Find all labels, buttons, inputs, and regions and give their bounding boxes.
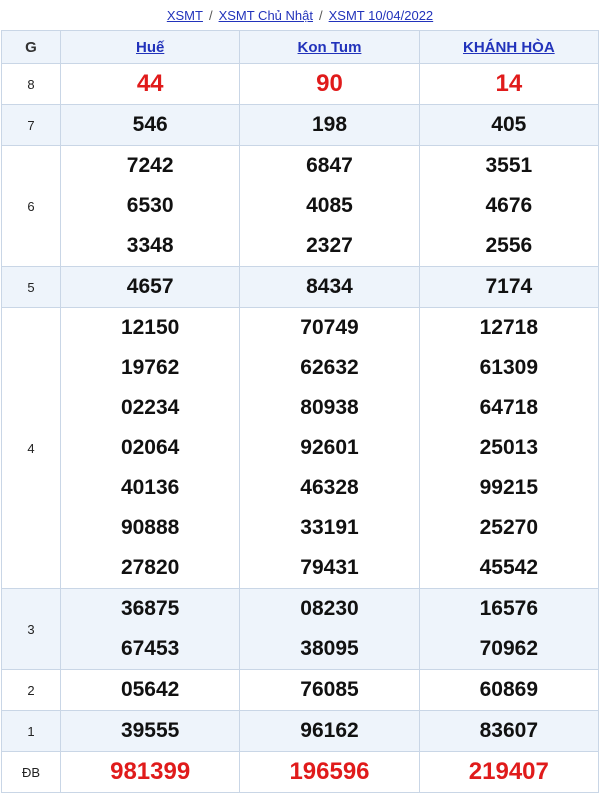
- prize-numbers-cell: [419, 670, 598, 711]
- prize-number: 2556: [485, 234, 533, 257]
- prize-number: 546: [132, 113, 168, 136]
- prize-number: 6847: [306, 154, 353, 177]
- prize-number: 39555: [120, 719, 180, 742]
- prize-number: 61309: [479, 356, 539, 379]
- prize-number: 96162: [300, 719, 359, 742]
- prize-label: 2: [2, 670, 61, 711]
- breadcrumb-item-0[interactable]: XSMT: [166, 7, 203, 23]
- table-row: [2, 146, 599, 267]
- prize-number: 2327: [306, 234, 353, 257]
- prize-numbers-cell: [419, 105, 598, 146]
- breadcrumb-separator-0: /: [208, 7, 213, 23]
- prize-numbers-cell: [61, 146, 240, 267]
- header-province-hue: [61, 31, 240, 64]
- province-link-hue[interactable]: Huế: [135, 38, 165, 56]
- prize-label: 1: [2, 711, 61, 752]
- prize-label: ĐB: [2, 752, 61, 793]
- prize-numbers-cell: [240, 589, 419, 670]
- prize-number: 19762: [120, 356, 180, 379]
- breadcrumb-item-1[interactable]: XSMT Chủ Nhật: [218, 7, 313, 23]
- table-row: [2, 752, 599, 793]
- prize-numbers-cell: [419, 64, 598, 105]
- prize-number: 76085: [300, 678, 359, 701]
- prize-numbers-cell: [61, 752, 240, 793]
- prize-number: 4085: [306, 194, 353, 217]
- prize-number: 981399: [110, 758, 191, 785]
- prize-numbers-cell: [419, 308, 598, 589]
- prize-number: 196596: [289, 758, 370, 785]
- prize-number: 90888: [120, 516, 180, 539]
- prize-numbers-cell: [240, 267, 419, 308]
- prize-number: 27820: [120, 556, 180, 579]
- prize-label: 6: [2, 146, 61, 267]
- prize-number: 25270: [479, 516, 539, 539]
- prize-number: 4657: [126, 275, 174, 298]
- prize-number: 67453: [120, 637, 180, 660]
- prize-number: 3348: [126, 234, 174, 257]
- prize-number: 90: [316, 70, 343, 97]
- prize-numbers-cell: [240, 146, 419, 267]
- prize-number: 02064: [120, 436, 180, 459]
- prize-label: 8: [2, 64, 61, 105]
- prize-numbers-cell: [61, 589, 240, 670]
- prize-numbers-cell: [240, 670, 419, 711]
- header-row: [2, 31, 599, 64]
- header-prize-column: G: [2, 31, 61, 64]
- prize-number: 60869: [479, 678, 539, 701]
- prize-number: 38095: [300, 637, 359, 660]
- prize-number: 08230: [300, 597, 359, 620]
- prize-number: 79431: [300, 556, 359, 579]
- prize-numbers-cell: [61, 267, 240, 308]
- table-row: [2, 267, 599, 308]
- table-row: [2, 308, 599, 589]
- prize-number: 40136: [120, 476, 180, 499]
- table-row: [2, 670, 599, 711]
- prize-label: 7: [2, 105, 61, 146]
- prize-number: 83607: [479, 719, 539, 742]
- prize-numbers-cell: [61, 670, 240, 711]
- prize-number: 4676: [485, 194, 533, 217]
- prize-number: 7174: [485, 275, 533, 298]
- prize-numbers-cell: [61, 64, 240, 105]
- prize-number: 33191: [300, 516, 359, 539]
- prize-number: 80938: [300, 396, 359, 419]
- prize-number: 70962: [479, 637, 539, 660]
- table-row: [2, 711, 599, 752]
- prize-numbers-cell: [419, 752, 598, 793]
- prize-numbers-cell: [240, 752, 419, 793]
- prize-numbers-cell: [61, 105, 240, 146]
- table-row: [2, 105, 599, 146]
- prize-number: 45542: [479, 556, 539, 579]
- prize-numbers-cell: [419, 146, 598, 267]
- prize-number: 16576: [479, 597, 539, 620]
- prize-number: 44: [136, 70, 164, 97]
- prize-label: 5: [2, 267, 61, 308]
- prize-numbers-cell: [240, 711, 419, 752]
- prize-numbers-cell: [240, 105, 419, 146]
- header-province-khanhhoa: [419, 31, 598, 64]
- prize-numbers-cell: [240, 64, 419, 105]
- header-province-kontum: [240, 31, 419, 64]
- prize-number: 12718: [479, 316, 539, 339]
- prize-label: 3: [2, 589, 61, 670]
- breadcrumb-item-2[interactable]: XSMT 10/04/2022: [328, 7, 434, 23]
- table-row: [2, 589, 599, 670]
- prize-numbers-cell: [419, 589, 598, 670]
- prize-number: 70749: [300, 316, 359, 339]
- prize-number: 64718: [479, 396, 539, 419]
- prize-number: 99215: [479, 476, 539, 499]
- table-header: [2, 31, 599, 64]
- prize-number: 198: [311, 113, 348, 136]
- prize-number: 02234: [120, 396, 180, 419]
- province-link-khanhhoa[interactable]: KHÁNH HÒA: [462, 38, 555, 56]
- prize-number: 14: [495, 70, 523, 97]
- breadcrumb: [0, 0, 600, 30]
- table-body: [2, 64, 599, 793]
- prize-number: 05642: [120, 678, 180, 701]
- prize-number: 12150: [120, 316, 180, 339]
- prize-number: 36875: [120, 597, 180, 620]
- prize-number: 92601: [300, 436, 359, 459]
- prize-number: 6530: [126, 194, 174, 217]
- prize-numbers-cell: [61, 711, 240, 752]
- prize-label: 4: [2, 308, 61, 589]
- prize-number: 7242: [126, 154, 174, 177]
- prize-number: 3551: [485, 154, 533, 177]
- prize-number: 25013: [479, 436, 539, 459]
- breadcrumb-separator-1: /: [318, 7, 323, 23]
- results-table: [1, 30, 599, 793]
- prize-number: 405: [491, 113, 527, 136]
- table-row: [2, 64, 599, 105]
- prize-number: 62632: [300, 356, 359, 379]
- province-link-kontum[interactable]: Kon Tum: [297, 38, 362, 56]
- prize-numbers-cell: [419, 711, 598, 752]
- prize-numbers-cell: [61, 308, 240, 589]
- prize-numbers-cell: [419, 267, 598, 308]
- prize-number: 46328: [300, 476, 359, 499]
- prize-numbers-cell: [240, 308, 419, 589]
- prize-number: 8434: [306, 275, 353, 298]
- prize-number: 219407: [468, 758, 549, 785]
